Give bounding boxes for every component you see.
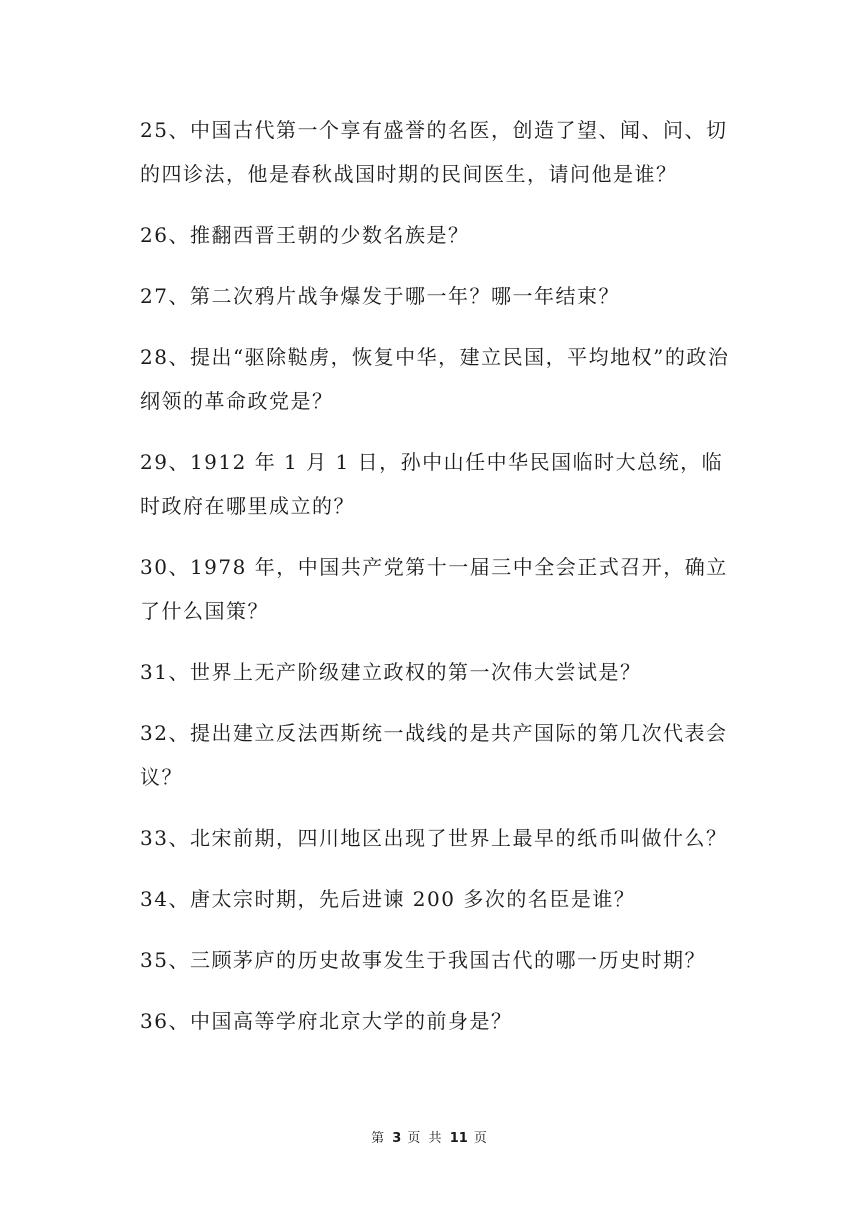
question-30: 30、1978 年，中国共产党第十一届三中全会正式召开，确立了什么国策？ [140, 555, 728, 623]
question-25: 25、中国古代第一个享有盛誉的名医，创造了望、闻、问、切的四诊法，他是春秋战国时期的民间医生，请问他是谁？ [140, 118, 728, 186]
current-page-number: 3 [392, 1131, 402, 1146]
question-32: 32、提出建立反法西斯统一战线的是共产国际的第几次代表会议？ [140, 721, 728, 789]
footer-suffix: 页 [473, 1131, 489, 1146]
question-36: 36、中国高等学府北京大学的前身是？ [140, 1009, 513, 1033]
total-pages-number: 11 [449, 1131, 468, 1146]
question-list [140, 108, 730, 1060]
question-33: 33、北宋前期，四川地区出现了世界上最早的纸币叫做什么？ [140, 826, 728, 850]
footer-prefix: 第 [371, 1131, 387, 1146]
question-27: 27、第二次鸦片战争爆发于哪一年？哪一年结束？ [140, 284, 620, 308]
question-28: 28、提出“驱除鞑虏，恢复中华，建立民国，平均地权”的政治纲领的革命政党是？ [140, 345, 730, 413]
question-31: 31、世界上无产阶级建立政权的第一次伟大尝试是？ [140, 660, 642, 684]
question-34: 34、唐太宗时期，先后进谏 200 多次的名臣是谁？ [140, 887, 636, 911]
question-29: 29、1912 年 1 月 1 日，孙中山任中华民国临时大总统，临时政府在哪里成立的？ [140, 450, 724, 518]
question-35: 35、三顾茅庐的历史故事发生于我国古代的哪一历史时期？ [140, 948, 706, 972]
page-footer [0, 1127, 860, 1146]
footer-middle: 页 共 [407, 1131, 444, 1146]
question-26: 26、推翻西晋王朝的少数名族是？ [140, 223, 470, 247]
